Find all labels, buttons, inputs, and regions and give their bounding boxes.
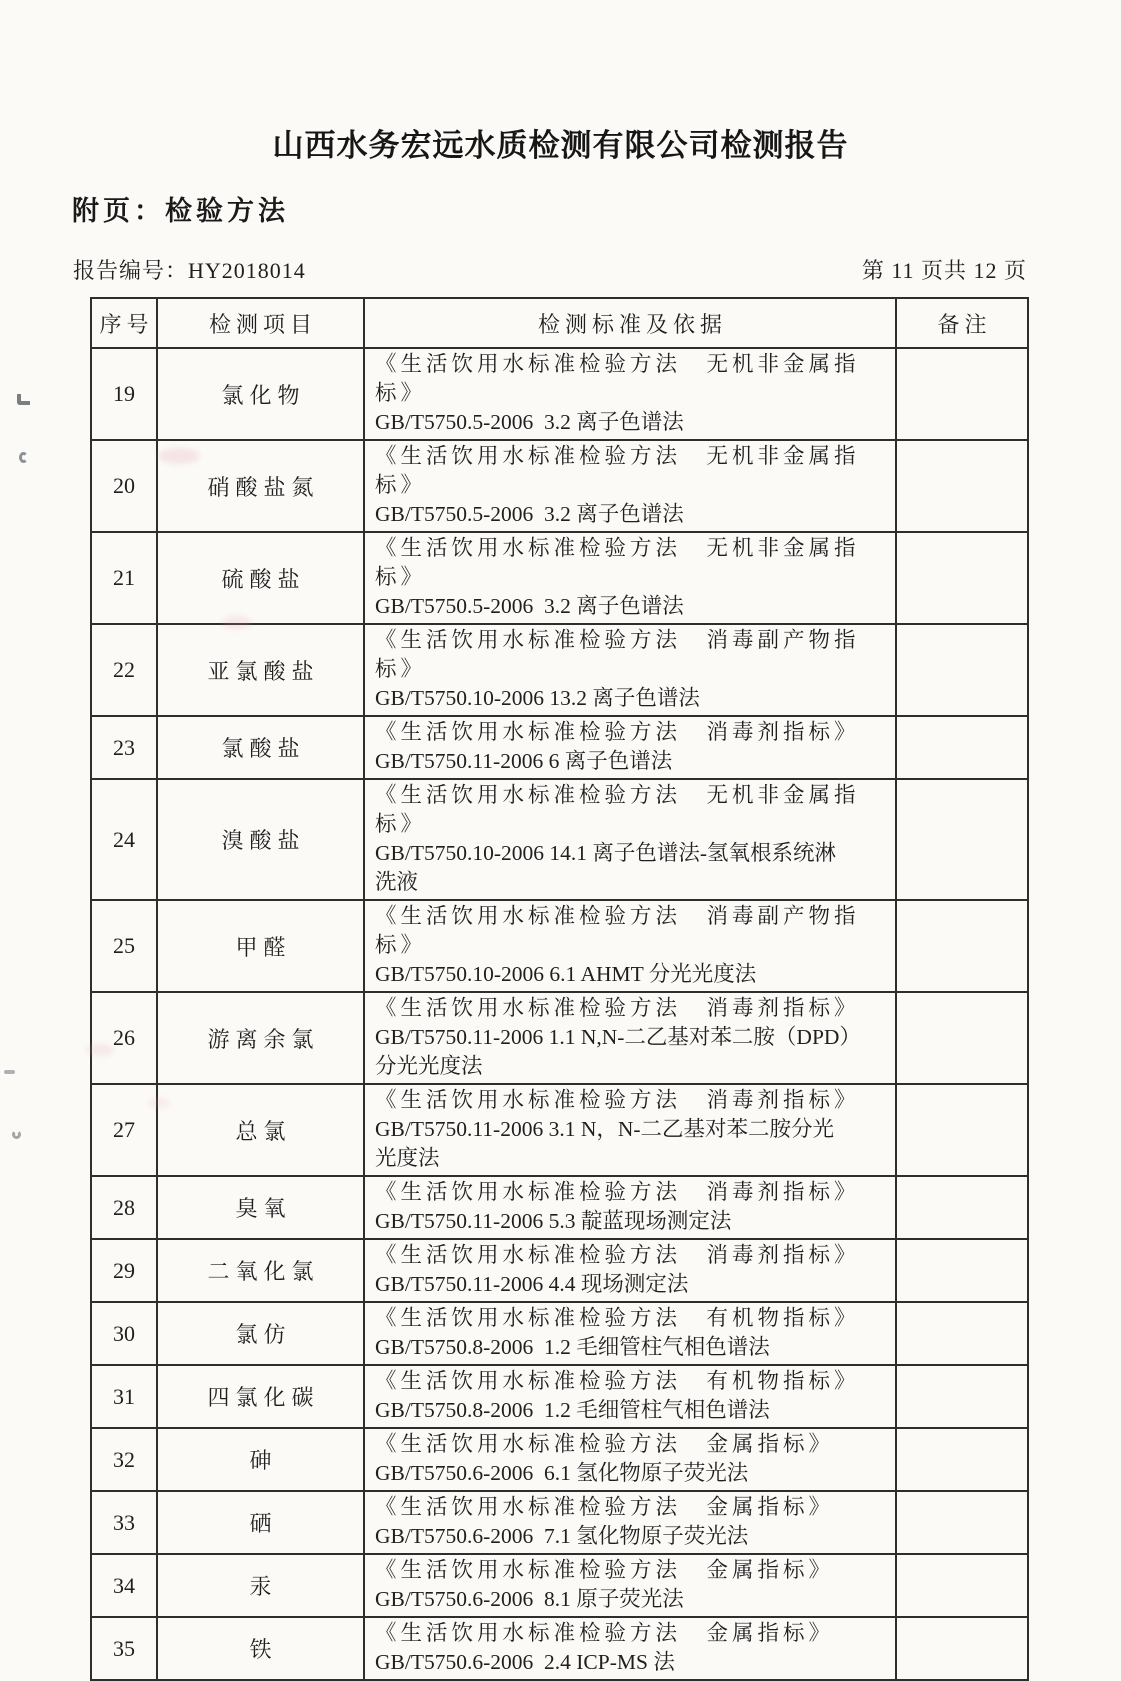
header-cell-remark: 备注 xyxy=(937,311,992,337)
standard-line: GB/T5750.11-2006 1.1 N,N-二乙基对苯二胺（DPD） xyxy=(375,1025,861,1049)
standard-line: GB/T5750.10-2006 13.2 离子色谱法 xyxy=(375,686,700,710)
test-item-cell: 汞 xyxy=(158,1553,365,1616)
table-row xyxy=(92,1238,1027,1301)
standard-line: GB/T5750.8-2006 1.2 毛细管柱气相色谱法 xyxy=(375,1398,770,1422)
standard-cell xyxy=(365,991,897,1083)
standard-cell xyxy=(365,1083,897,1175)
standard-line: 《生活饮用水标准检验方法 有机物指标》 xyxy=(375,1369,860,1393)
report-title: 山西水务宏远水质检测有限公司检测报告 xyxy=(272,128,849,163)
scan-artifact xyxy=(17,394,30,405)
standard-line: GB/T5750.10-2006 14.1 离子色谱法-氢氧根系统淋 xyxy=(375,841,837,865)
standard-line: 《生活饮用水标准检验方法 金属指标》 xyxy=(375,1495,835,1519)
standard-line: GB/T5750.11-2006 5.3 靛蓝现场测定法 xyxy=(375,1209,732,1233)
row-number-cell: 29 xyxy=(92,1238,158,1301)
standard-cell xyxy=(365,439,897,531)
remark-cell xyxy=(897,1364,1027,1427)
table-row xyxy=(92,991,1027,1083)
test-item-cell: 二氧化氯 xyxy=(158,1238,365,1301)
standard-cell xyxy=(365,347,897,439)
table-row xyxy=(92,1301,1027,1364)
remark-cell xyxy=(897,347,1027,439)
table-row xyxy=(92,1364,1027,1427)
standard-line: 《生活饮用水标准检验方法 金属指标》 xyxy=(375,1558,835,1582)
standard-line: GB/T5750.6-2006 2.4 ICP-MS 法 xyxy=(375,1650,675,1674)
test-item-cell: 亚氯酸盐 xyxy=(158,623,365,715)
standard-line: GB/T5750.5-2006 3.2 离子色谱法 xyxy=(375,410,684,434)
standard-cell xyxy=(365,1301,897,1364)
row-number-cell: 34 xyxy=(92,1553,158,1616)
test-item-cell: 砷 xyxy=(158,1427,365,1490)
standard-cell xyxy=(365,1553,897,1616)
standard-line: GB/T5750.11-2006 3.1 N，N-二乙基对苯二胺分光 xyxy=(375,1117,835,1141)
standard-line: 《生活饮用水标准检验方法 无机非金属指标》 xyxy=(375,444,860,497)
remark-cell xyxy=(897,991,1027,1083)
table-row xyxy=(92,778,1027,899)
remark-cell xyxy=(897,1553,1027,1616)
table-row xyxy=(92,715,1027,778)
standard-line: 《生活饮用水标准检验方法 无机非金属指标》 xyxy=(375,783,860,836)
report-number: 报告编号：HY2018014 xyxy=(73,258,306,283)
standard-line: GB/T5750.5-2006 3.2 离子色谱法 xyxy=(375,502,684,526)
test-item-cell: 四氯化碳 xyxy=(158,1364,365,1427)
table-row xyxy=(92,439,1027,531)
standard-line: GB/T5750.11-2006 4.4 现场测定法 xyxy=(375,1272,689,1296)
standard-cell xyxy=(365,1616,897,1679)
standard-line: GB/T5750.10-2006 6.1 AHMT 分光光度法 xyxy=(375,962,757,986)
test-item-cell: 铁 xyxy=(158,1616,365,1679)
remark-cell xyxy=(897,1427,1027,1490)
standard-line: GB/T5750.6-2006 6.1 氢化物原子荧光法 xyxy=(375,1461,749,1485)
standard-line: 《生活饮用水标准检验方法 有机物指标》 xyxy=(375,1306,860,1330)
standard-cell xyxy=(365,1490,897,1553)
remark-cell xyxy=(897,531,1027,623)
standard-line: 《生活饮用水标准检验方法 消毒剂指标》 xyxy=(375,1243,860,1267)
row-number-cell: 32 xyxy=(92,1427,158,1490)
standard-line: 《生活饮用水标准检验方法 金属指标》 xyxy=(375,1621,835,1645)
report-meta-row xyxy=(73,254,1027,285)
test-item-cell: 硒 xyxy=(158,1490,365,1553)
page-indicator: 第 11 页共 12 页 xyxy=(861,258,1027,283)
header-cell-item: 检测项目 xyxy=(158,299,365,347)
standard-line: GB/T5750.5-2006 3.2 离子色谱法 xyxy=(375,594,684,618)
table-row xyxy=(92,1490,1027,1553)
test-item-cell: 总氯 xyxy=(158,1083,365,1175)
standard-line: 分光光度法 xyxy=(375,1054,483,1078)
scan-artifact xyxy=(12,1130,21,1139)
standard-line: 《生活饮用水标准检验方法 消毒剂指标》 xyxy=(375,1180,860,1204)
standard-cell xyxy=(365,1175,897,1238)
row-number-cell: 25 xyxy=(92,899,158,991)
row-number-cell: 24 xyxy=(92,778,158,899)
standard-line: 《生活饮用水标准检验方法 消毒副产物指标》 xyxy=(375,904,860,957)
test-item-cell: 氯仿 xyxy=(158,1301,365,1364)
table-row xyxy=(92,347,1027,439)
methods-table xyxy=(90,297,1029,1681)
table-row xyxy=(92,1083,1027,1175)
remark-cell xyxy=(897,1175,1027,1238)
test-item-cell: 硝酸盐氮 xyxy=(158,439,365,531)
appendix-subtitle: 附页：检验方法 xyxy=(72,196,289,226)
standard-cell xyxy=(365,623,897,715)
standard-cell xyxy=(365,899,897,991)
row-number-cell: 26 xyxy=(92,991,158,1083)
remark-cell xyxy=(897,1490,1027,1553)
standard-line: 《生活饮用水标准检验方法 无机非金属指标》 xyxy=(375,536,860,589)
standard-cell xyxy=(365,1427,897,1490)
standard-line: GB/T5750.6-2006 7.1 氢化物原子荧光法 xyxy=(375,1524,749,1548)
table-row xyxy=(92,623,1027,715)
row-number-cell: 23 xyxy=(92,715,158,778)
standard-cell xyxy=(365,1238,897,1301)
remark-cell xyxy=(897,1083,1027,1175)
test-item-cell: 游离余氯 xyxy=(158,991,365,1083)
remark-cell xyxy=(897,1301,1027,1364)
table-row xyxy=(92,1616,1027,1679)
row-number-cell: 27 xyxy=(92,1083,158,1175)
standard-line: GB/T5750.8-2006 1.2 毛细管柱气相色谱法 xyxy=(375,1335,770,1359)
header-cell-no: 序号 xyxy=(92,299,158,347)
standard-line: 《生活饮用水标准检验方法 金属指标》 xyxy=(375,1432,835,1456)
test-item-cell: 氯酸盐 xyxy=(158,715,365,778)
remark-cell xyxy=(897,1616,1027,1679)
standard-line: 《生活饮用水标准检验方法 消毒剂指标》 xyxy=(375,1088,860,1112)
row-number-cell: 22 xyxy=(92,623,158,715)
standard-line: 《生活饮用水标准检验方法 消毒剂指标》 xyxy=(375,996,860,1020)
remark-cell xyxy=(897,778,1027,899)
table-row xyxy=(92,1175,1027,1238)
remark-cell xyxy=(897,715,1027,778)
row-number-cell: 21 xyxy=(92,531,158,623)
standard-line: GB/T5750.11-2006 6 离子色谱法 xyxy=(375,749,673,773)
standard-line: GB/T5750.6-2006 8.1 原子荧光法 xyxy=(375,1587,684,1611)
standard-line: 《生活饮用水标准检验方法 消毒剂指标》 xyxy=(375,720,860,744)
standard-line: 《生活饮用水标准检验方法 无机非金属指标》 xyxy=(375,352,860,405)
row-number-cell: 28 xyxy=(92,1175,158,1238)
table-row xyxy=(92,899,1027,991)
test-item-cell: 硫酸盐 xyxy=(158,531,365,623)
test-item-cell: 臭氧 xyxy=(158,1175,365,1238)
row-number-cell: 31 xyxy=(92,1364,158,1427)
test-item-cell: 甲醛 xyxy=(158,899,365,991)
table-header-row xyxy=(92,299,1027,347)
table-row xyxy=(92,1427,1027,1490)
standard-cell xyxy=(365,715,897,778)
standard-cell xyxy=(365,1364,897,1427)
remark-cell xyxy=(897,439,1027,531)
standard-line: 光度法 xyxy=(375,1146,440,1170)
row-number-cell: 30 xyxy=(92,1301,158,1364)
standard-cell xyxy=(365,531,897,623)
test-item-cell: 溴酸盐 xyxy=(158,778,365,899)
table-row xyxy=(92,531,1027,623)
test-item-cell: 氯化物 xyxy=(158,347,365,439)
scan-artifact xyxy=(19,452,28,463)
row-number-cell: 33 xyxy=(92,1490,158,1553)
remark-cell xyxy=(897,899,1027,991)
row-number-cell: 19 xyxy=(92,347,158,439)
standard-line: 洗液 xyxy=(375,870,419,894)
row-number-cell: 20 xyxy=(92,439,158,531)
standard-line: 《生活饮用水标准检验方法 消毒副产物指标》 xyxy=(375,628,860,681)
header-cell-standard: 检测标准及依据 xyxy=(365,299,897,347)
remark-cell xyxy=(897,1238,1027,1301)
remark-cell xyxy=(897,623,1027,715)
scan-artifact xyxy=(4,1070,15,1074)
table-row xyxy=(92,1553,1027,1616)
standard-cell xyxy=(365,778,897,899)
row-number-cell: 35 xyxy=(92,1616,158,1679)
